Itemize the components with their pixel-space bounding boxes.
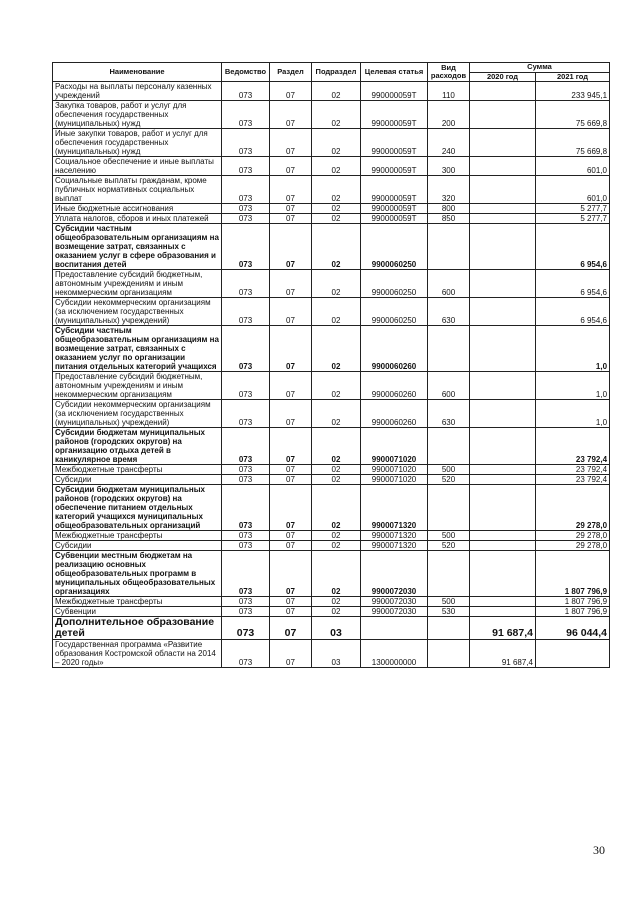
cell-y2021: 1,0 [536,400,610,428]
cell-ved: 073 [222,270,270,298]
table-row [53,298,610,326]
cell-y2020 [470,531,536,541]
cell-ved: 073 [222,129,270,157]
col-header-summa: Сумма [470,63,610,73]
cell-vid: 320 [428,176,470,204]
cell-cel: 9900060250 [361,298,428,326]
cell-cel: 9900060250 [361,270,428,298]
cell-cel: 9900071020 [361,475,428,485]
cell-name: Иные закупки товаров, работ и услуг для обеспечения государственных (муниципальных) нужд [53,129,222,157]
cell-razdel: 07 [270,157,312,176]
table-row [53,326,610,372]
cell-cel: 9900071020 [361,428,428,465]
cell-y2021: 23 792,4 [536,428,610,465]
cell-ved: 073 [222,82,270,101]
budget-table [52,62,610,668]
cell-cel: 9900071320 [361,485,428,531]
cell-podrazdel: 02 [312,270,361,298]
cell-podrazdel: 02 [312,326,361,372]
cell-name: Уплата налогов, сборов и иных платежей [53,214,222,224]
cell-vid: 630 [428,298,470,326]
cell-name: Субсидии [53,541,222,551]
cell-y2020 [470,176,536,204]
cell-razdel: 07 [270,607,312,617]
cell-ved: 073 [222,400,270,428]
table-row [53,224,610,270]
cell-cel: 990000059Т [361,129,428,157]
cell-y2020 [470,465,536,475]
cell-ved: 073 [222,531,270,541]
table-row [53,428,610,465]
cell-y2021: 23 792,4 [536,475,610,485]
cell-name: Расходы на выплаты персоналу казенных учреждений [53,82,222,101]
cell-vid: 500 [428,465,470,475]
cell-y2020 [470,204,536,214]
cell-y2021: 29 278,0 [536,531,610,541]
cell-y2021: 29 278,0 [536,541,610,551]
cell-y2020 [470,270,536,298]
cell-name: Субвенции местным бюджетам на реализацию основных общеобразовательных программ в муниципальных общеобразовательных организациях [53,551,222,597]
cell-vid: 200 [428,101,470,129]
cell-y2020 [470,157,536,176]
cell-vid: 600 [428,372,470,400]
cell-razdel: 07 [270,204,312,214]
cell-podrazdel: 02 [312,465,361,475]
cell-podrazdel: 02 [312,400,361,428]
cell-y2021: 75 669,8 [536,129,610,157]
cell-vid: 850 [428,214,470,224]
cell-ved: 073 [222,326,270,372]
col-header-cel: Целевая статья [361,63,428,82]
table-row [53,640,610,668]
cell-ved: 073 [222,214,270,224]
cell-y2020 [470,607,536,617]
cell-y2020 [470,129,536,157]
cell-vid: 520 [428,475,470,485]
cell-ved: 073 [222,157,270,176]
cell-y2020 [470,400,536,428]
cell-podrazdel: 02 [312,101,361,129]
cell-ved: 073 [222,475,270,485]
table-row [53,551,610,597]
cell-vid: 300 [428,157,470,176]
cell-cel: 990000059Т [361,214,428,224]
cell-ved: 073 [222,551,270,597]
cell-y2021: 6 954,6 [536,224,610,270]
cell-y2020 [470,551,536,597]
cell-ved: 073 [222,597,270,607]
cell-y2020 [470,372,536,400]
cell-podrazdel: 02 [312,607,361,617]
cell-ved: 073 [222,204,270,214]
cell-ved: 073 [222,372,270,400]
cell-vid: 500 [428,531,470,541]
cell-name: Предоставление субсидий бюджетным, автономным учреждениям и иным некоммерческим организациям [53,372,222,400]
cell-razdel: 07 [270,400,312,428]
table-row [53,475,610,485]
cell-cel: 990000059Т [361,157,428,176]
table-row [53,485,610,531]
col-header-ved: Ведомство [222,63,270,82]
cell-cel: 9900060260 [361,326,428,372]
cell-cel: 9900060250 [361,224,428,270]
cell-ved: 073 [222,640,270,668]
cell-podrazdel: 02 [312,551,361,597]
cell-name: Дополнительное образование детей [53,617,222,640]
cell-y2020 [470,475,536,485]
cell-razdel: 07 [270,551,312,597]
cell-podrazdel: 02 [312,129,361,157]
table-row [53,400,610,428]
table-row [53,157,610,176]
cell-y2021: 96 044,4 [536,617,610,640]
cell-cel: 990000059Т [361,204,428,214]
cell-razdel: 07 [270,531,312,541]
cell-cel: 990000059Т [361,176,428,204]
cell-podrazdel: 02 [312,176,361,204]
table-row [53,607,610,617]
cell-vid: 600 [428,270,470,298]
cell-y2021: 5 277,7 [536,214,610,224]
cell-y2020 [470,82,536,101]
cell-podrazdel: 02 [312,204,361,214]
cell-vid: 110 [428,82,470,101]
table-row [53,531,610,541]
cell-vid: 530 [428,607,470,617]
cell-razdel: 07 [270,176,312,204]
cell-podrazdel: 02 [312,298,361,326]
cell-cel: 9900071020 [361,465,428,475]
cell-y2020 [470,428,536,465]
cell-y2021: 6 954,6 [536,298,610,326]
cell-ved: 073 [222,224,270,270]
cell-vid: 240 [428,129,470,157]
cell-podrazdel: 02 [312,224,361,270]
cell-name: Межбюджетные трансферты [53,597,222,607]
cell-cel: 9900071320 [361,541,428,551]
cell-cel: 990000059Т [361,101,428,129]
cell-razdel: 07 [270,617,312,640]
table-row [53,129,610,157]
cell-cel: 9900060260 [361,372,428,400]
cell-name: Субсидии частным общеобразовательным организациям на возмещение затрат, связанных с оказанием услуг в сфере образования и воспитания детей [53,224,222,270]
cell-podrazdel: 02 [312,531,361,541]
cell-vid: 500 [428,597,470,607]
cell-razdel: 07 [270,224,312,270]
table-row [53,541,610,551]
cell-y2020 [470,214,536,224]
cell-name: Государственная программа «Развитие образования Костромской области на 2014 – 2020 годы» [53,640,222,668]
cell-name: Межбюджетные трансферты [53,465,222,475]
cell-podrazdel: 02 [312,372,361,400]
cell-razdel: 07 [270,465,312,475]
cell-y2021: 1 807 796,9 [536,607,610,617]
cell-name: Межбюджетные трансферты [53,531,222,541]
cell-podrazdel: 02 [312,597,361,607]
table-row [53,597,610,607]
col-header-2020: 2020 год [470,72,536,82]
cell-vid [428,617,470,640]
table-body [53,82,610,668]
cell-cel: 9900072030 [361,551,428,597]
cell-razdel: 07 [270,475,312,485]
cell-razdel: 07 [270,640,312,668]
col-header-vid: Вид расходов [428,63,470,82]
cell-podrazdel: 02 [312,541,361,551]
cell-cel: 990000059Т [361,82,428,101]
cell-ved: 073 [222,176,270,204]
table-row [53,101,610,129]
table-row [53,270,610,298]
cell-y2020: 91 687,4 [470,617,536,640]
cell-ved: 073 [222,465,270,475]
cell-name: Социальное обеспечение и иные выплаты населению [53,157,222,176]
cell-podrazdel: 03 [312,617,361,640]
cell-podrazdel: 02 [312,82,361,101]
cell-ved: 073 [222,541,270,551]
cell-y2020: 91 687,4 [470,640,536,668]
cell-y2020 [470,597,536,607]
col-header-2021: 2021 год [536,72,610,82]
col-header-razdel: Раздел [270,63,312,82]
cell-name: Предоставление субсидий бюджетным, автономным учреждениям и иным некоммерческим организациям [53,270,222,298]
cell-y2020 [470,101,536,129]
cell-vid: 800 [428,204,470,214]
cell-ved: 073 [222,428,270,465]
cell-cel: 1300000000 [361,640,428,668]
cell-podrazdel: 03 [312,640,361,668]
cell-name: Субсидии частным общеобразовательным организациям на возмещение затрат, связанных с оказанием услуг по организации питания отдельных категорий учащихся [53,326,222,372]
cell-razdel: 07 [270,485,312,531]
cell-y2021: 601,0 [536,176,610,204]
cell-vid [428,428,470,465]
cell-podrazdel: 02 [312,214,361,224]
cell-vid [428,640,470,668]
table-row [53,204,610,214]
cell-vid: 520 [428,541,470,551]
cell-name: Субсидии бюджетам муниципальных районов (городских округов) на обеспечение питанием отдельных категорий учащихся муниципальных общеобразовательных организаций [53,485,222,531]
cell-cel: 9900072030 [361,597,428,607]
cell-y2021: 1,0 [536,372,610,400]
cell-razdel: 07 [270,597,312,607]
cell-name: Субсидии [53,475,222,485]
cell-name: Субсидии бюджетам муниципальных районов (городских округов) на организацию отдыха детей в каникулярное время [53,428,222,465]
table-row [53,82,610,101]
cell-y2021: 1,0 [536,326,610,372]
cell-razdel: 07 [270,214,312,224]
cell-podrazdel: 02 [312,428,361,465]
table-row [53,176,610,204]
cell-name: Субсидии некоммерческим организациям (за исключением государственных (муниципальных) учреждений) [53,298,222,326]
cell-razdel: 07 [270,541,312,551]
cell-cel [361,617,428,640]
cell-podrazdel: 02 [312,485,361,531]
cell-y2020 [470,298,536,326]
cell-ved: 073 [222,101,270,129]
cell-y2021: 75 669,8 [536,101,610,129]
table-row [53,214,610,224]
cell-name: Субвенции [53,607,222,617]
cell-podrazdel: 02 [312,475,361,485]
cell-name: Социальные выплаты гражданам, кроме публичных нормативных социальных выплат [53,176,222,204]
cell-ved: 073 [222,607,270,617]
cell-name: Иные бюджетные ассигнования [53,204,222,214]
cell-y2021: 1 807 796,9 [536,551,610,597]
cell-y2020 [470,485,536,531]
cell-vid [428,485,470,531]
cell-cel: 9900072030 [361,607,428,617]
cell-razdel: 07 [270,270,312,298]
cell-vid: 630 [428,400,470,428]
cell-razdel: 07 [270,326,312,372]
cell-razdel: 07 [270,129,312,157]
cell-razdel: 07 [270,298,312,326]
cell-y2021: 233 945,1 [536,82,610,101]
cell-name: Субсидии некоммерческим организациям (за исключением государственных (муниципальных) учреждений) [53,400,222,428]
cell-y2020 [470,224,536,270]
cell-y2021: 6 954,6 [536,270,610,298]
cell-y2020 [470,541,536,551]
table-row [53,465,610,475]
cell-y2021: 5 277,7 [536,204,610,214]
cell-ved: 073 [222,298,270,326]
cell-razdel: 07 [270,82,312,101]
cell-y2021: 29 278,0 [536,485,610,531]
table-row [53,372,610,400]
cell-y2021: 23 792,4 [536,465,610,475]
cell-razdel: 07 [270,101,312,129]
cell-cel: 9900071320 [361,531,428,541]
cell-y2021: 601,0 [536,157,610,176]
table-row [53,617,610,640]
cell-vid [428,551,470,597]
cell-podrazdel: 02 [312,157,361,176]
cell-ved: 073 [222,617,270,640]
cell-vid [428,224,470,270]
cell-name: Закупка товаров, работ и услуг для обеспечения государственных (муниципальных) нужд [53,101,222,129]
page-number: 30 [593,843,605,857]
cell-y2021: 1 807 796,9 [536,597,610,607]
cell-y2020 [470,326,536,372]
cell-y2021 [536,640,610,668]
cell-vid [428,326,470,372]
cell-ved: 073 [222,485,270,531]
cell-razdel: 07 [270,428,312,465]
cell-razdel: 07 [270,372,312,400]
col-header-podrazdel: Подраздел [312,63,361,82]
col-header-name: Наименование [53,63,222,82]
cell-cel: 9900060260 [361,400,428,428]
